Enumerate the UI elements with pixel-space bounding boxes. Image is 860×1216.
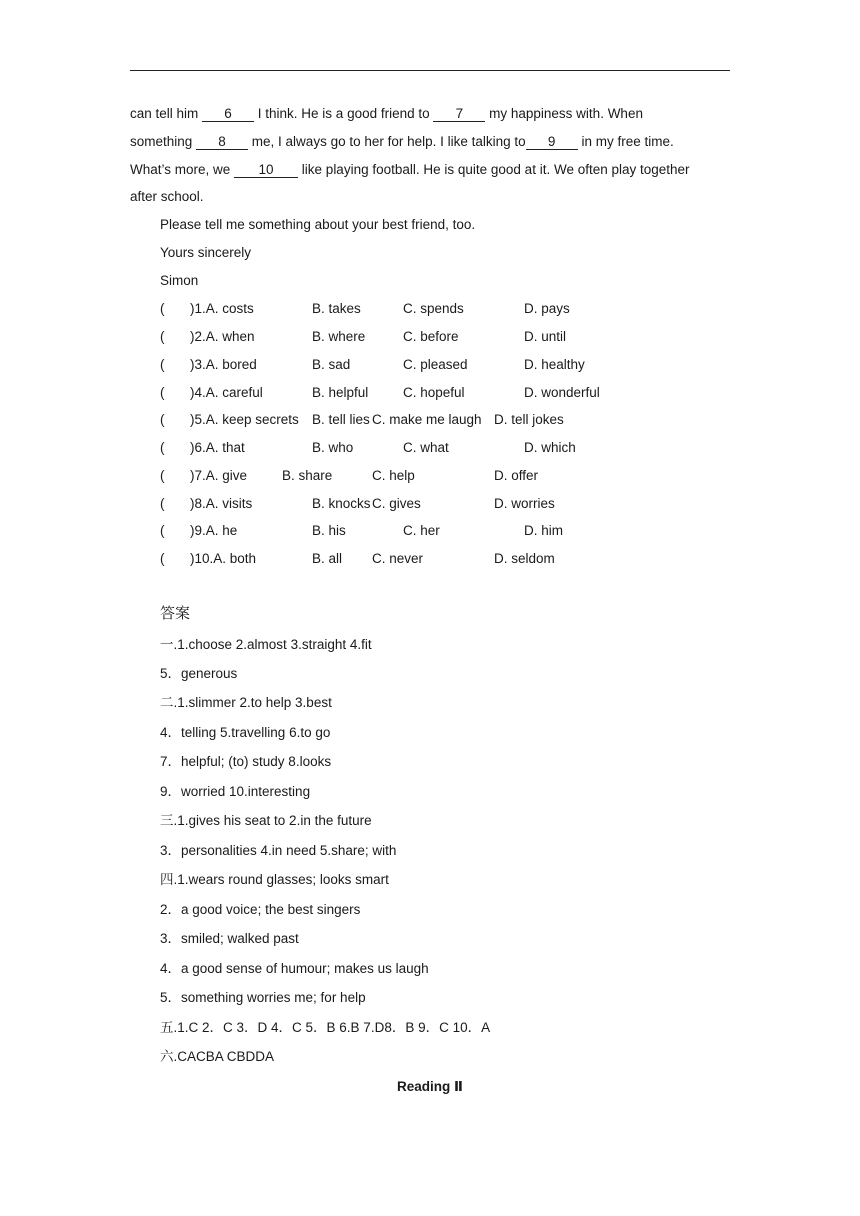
answer-text: .1.gives his seat to 2.in the future bbox=[173, 813, 372, 828]
text: can tell him bbox=[130, 106, 203, 121]
answer-text: .CACBA CBDDA bbox=[173, 1049, 275, 1064]
passage-line-1 bbox=[130, 105, 643, 123]
answer-line bbox=[160, 901, 360, 919]
answer-text: 3．personalities 4.in need 5.share; with bbox=[160, 843, 397, 858]
answer-paren[interactable]: ( bbox=[160, 496, 165, 511]
question-number: )3. bbox=[190, 357, 206, 372]
text: What’s more, we bbox=[130, 162, 235, 177]
answer-paren[interactable]: ( bbox=[160, 329, 165, 344]
option-b[interactable]: B. his bbox=[312, 523, 346, 538]
answer-text: .1.choose 2.almost 3.straight 4.fit bbox=[173, 637, 372, 652]
option-d[interactable]: D. healthy bbox=[524, 357, 585, 372]
answers-title: 答案 bbox=[160, 604, 191, 622]
option-c[interactable]: C. hopeful bbox=[403, 385, 465, 400]
answer-text: .1.wears round glasses; looks smart bbox=[173, 872, 389, 887]
option-a[interactable] bbox=[190, 300, 254, 318]
option-a[interactable] bbox=[190, 467, 247, 485]
answer-text: 2．a good voice; the best singers bbox=[160, 902, 361, 917]
option-a-label: A. that bbox=[205, 440, 245, 455]
option-a[interactable] bbox=[190, 411, 299, 429]
question-number: )2. bbox=[190, 329, 206, 344]
text: me, I always go to her for help. I like talking to bbox=[248, 134, 526, 149]
option-d[interactable]: D. pays bbox=[524, 301, 570, 316]
answer-line bbox=[160, 960, 429, 978]
question-number: )1. bbox=[190, 301, 206, 316]
option-a[interactable] bbox=[190, 328, 255, 346]
option-b[interactable]: B. who bbox=[312, 440, 354, 455]
text: in my free time. bbox=[577, 134, 674, 149]
option-b[interactable]: B. sad bbox=[312, 357, 351, 372]
option-c[interactable]: C. pleased bbox=[403, 357, 468, 372]
answer-paren[interactable]: ( bbox=[160, 385, 165, 400]
option-d[interactable]: D. him bbox=[524, 523, 564, 538]
text: like playing football. He is quite good at it. We often play together bbox=[298, 162, 690, 177]
option-a-label: A. he bbox=[205, 523, 238, 538]
option-d[interactable]: D. worries bbox=[494, 496, 555, 511]
option-b[interactable]: B. tell lies bbox=[312, 412, 370, 427]
blank-9[interactable]: 9 bbox=[526, 134, 578, 150]
answer-line bbox=[160, 930, 299, 948]
closing-signoff: Yours sincerely bbox=[160, 245, 252, 260]
answer-text: .1.slimmer 2.to help 3.best bbox=[173, 695, 332, 710]
closing-request: Please tell me something about your best friend, too. bbox=[160, 217, 476, 232]
answer-paren[interactable]: ( bbox=[160, 523, 165, 538]
blank-7[interactable]: 7 bbox=[433, 106, 485, 122]
passage-line-3 bbox=[130, 161, 690, 179]
option-c[interactable]: C. help bbox=[372, 468, 415, 483]
question-number: )8. bbox=[190, 496, 206, 511]
answer-line bbox=[160, 842, 396, 860]
passage-line-2 bbox=[130, 133, 674, 151]
option-a[interactable] bbox=[190, 356, 257, 374]
option-d[interactable]: D. until bbox=[524, 329, 567, 344]
option-a-label: A. visits bbox=[205, 496, 253, 511]
option-c[interactable]: C. before bbox=[403, 329, 459, 344]
answer-text: 9．worried 10.interesting bbox=[160, 784, 311, 799]
option-a-label: A. careful bbox=[205, 385, 263, 400]
question-number: )9. bbox=[190, 523, 206, 538]
option-b[interactable]: B. takes bbox=[312, 301, 361, 316]
blank-6[interactable]: 6 bbox=[202, 106, 254, 122]
answer-line bbox=[160, 694, 332, 712]
question-number: )6. bbox=[190, 440, 206, 455]
question-number: )7. bbox=[190, 468, 206, 483]
answer-text: .1.C 2．C 3．D 4．C 5．B 6.B 7.D8．B 9．C 10．A bbox=[173, 1020, 491, 1035]
option-b[interactable]: B. knocks bbox=[312, 496, 371, 511]
option-c[interactable]: C. her bbox=[403, 523, 440, 538]
option-c[interactable]: C. what bbox=[403, 440, 449, 455]
option-a[interactable] bbox=[190, 550, 256, 568]
header-rule bbox=[130, 70, 730, 71]
answer-paren[interactable]: ( bbox=[160, 440, 165, 455]
question-number: )10. bbox=[190, 551, 214, 566]
option-b[interactable]: B. where bbox=[312, 329, 366, 344]
option-a-label: A. when bbox=[205, 329, 255, 344]
passage-line-4: after school. bbox=[130, 189, 204, 204]
answer-paren[interactable]: ( bbox=[160, 301, 165, 316]
option-a-label: A. give bbox=[205, 468, 248, 483]
section-heading: Reading Ⅱ bbox=[397, 1079, 463, 1094]
answer-line bbox=[160, 665, 237, 683]
option-a[interactable] bbox=[190, 495, 252, 513]
option-a-label: A. costs bbox=[205, 301, 254, 316]
answer-text: 4．telling 5.travelling 6.to go bbox=[160, 725, 331, 740]
option-d[interactable]: D. tell jokes bbox=[494, 412, 564, 427]
option-a[interactable] bbox=[190, 384, 263, 402]
answer-text: 3．smiled; walked past bbox=[160, 931, 299, 946]
answer-line bbox=[160, 753, 331, 771]
answer-line bbox=[160, 871, 389, 889]
section-mark: 四 bbox=[160, 872, 174, 888]
section-mark: 二 bbox=[160, 695, 174, 711]
option-a-label: A. both bbox=[213, 551, 257, 566]
answer-line bbox=[160, 724, 330, 742]
blank-10[interactable]: 10 bbox=[234, 162, 298, 178]
answer-line bbox=[160, 989, 366, 1007]
option-c[interactable]: C. never bbox=[372, 551, 424, 566]
answer-text: 5．something worries me; for help bbox=[160, 990, 366, 1005]
option-d[interactable]: D. seldom bbox=[494, 551, 555, 566]
option-b[interactable]: B. helpful bbox=[312, 385, 369, 400]
answer-text: 4．a good sense of humour; makes us laugh bbox=[160, 961, 429, 976]
question-number: )5. bbox=[190, 412, 206, 427]
section-mark: 六 bbox=[160, 1049, 174, 1065]
option-c[interactable]: C. make me laugh bbox=[372, 412, 482, 427]
option-a[interactable] bbox=[190, 522, 237, 540]
section-mark: 五 bbox=[160, 1020, 174, 1036]
answer-text: 7．helpful; (to) study 8.looks bbox=[160, 754, 332, 769]
question-number: )4. bbox=[190, 385, 206, 400]
option-a-label: A. keep secrets bbox=[205, 412, 299, 427]
text: I think. He is a good friend to bbox=[254, 106, 434, 121]
section-mark: 一 bbox=[160, 637, 174, 653]
text: my happiness with. When bbox=[485, 106, 643, 121]
option-b[interactable]: B. share bbox=[282, 468, 333, 483]
blank-8[interactable]: 8 bbox=[196, 134, 248, 150]
text: something bbox=[130, 134, 197, 149]
answer-text: 5．generous bbox=[160, 666, 238, 681]
option-d[interactable]: D. offer bbox=[494, 468, 539, 483]
option-d[interactable]: D. wonderful bbox=[524, 385, 600, 400]
answer-paren[interactable]: ( bbox=[160, 357, 165, 372]
option-a[interactable] bbox=[190, 439, 245, 457]
answer-line bbox=[160, 1019, 490, 1037]
option-d[interactable]: D. which bbox=[524, 440, 576, 455]
section-mark: 三 bbox=[160, 813, 174, 829]
answer-line bbox=[160, 1048, 274, 1066]
option-c[interactable]: C. spends bbox=[403, 301, 464, 316]
answer-line bbox=[160, 812, 372, 830]
answer-paren[interactable]: ( bbox=[160, 468, 165, 483]
answer-paren[interactable]: ( bbox=[160, 551, 165, 566]
option-c[interactable]: C. gives bbox=[372, 496, 421, 511]
answer-paren[interactable]: ( bbox=[160, 412, 165, 427]
option-b[interactable]: B. all bbox=[312, 551, 343, 566]
answer-line bbox=[160, 636, 372, 654]
option-a-label: A. bored bbox=[205, 357, 257, 372]
answer-line bbox=[160, 783, 310, 801]
closing-signature: Simon bbox=[160, 273, 199, 288]
